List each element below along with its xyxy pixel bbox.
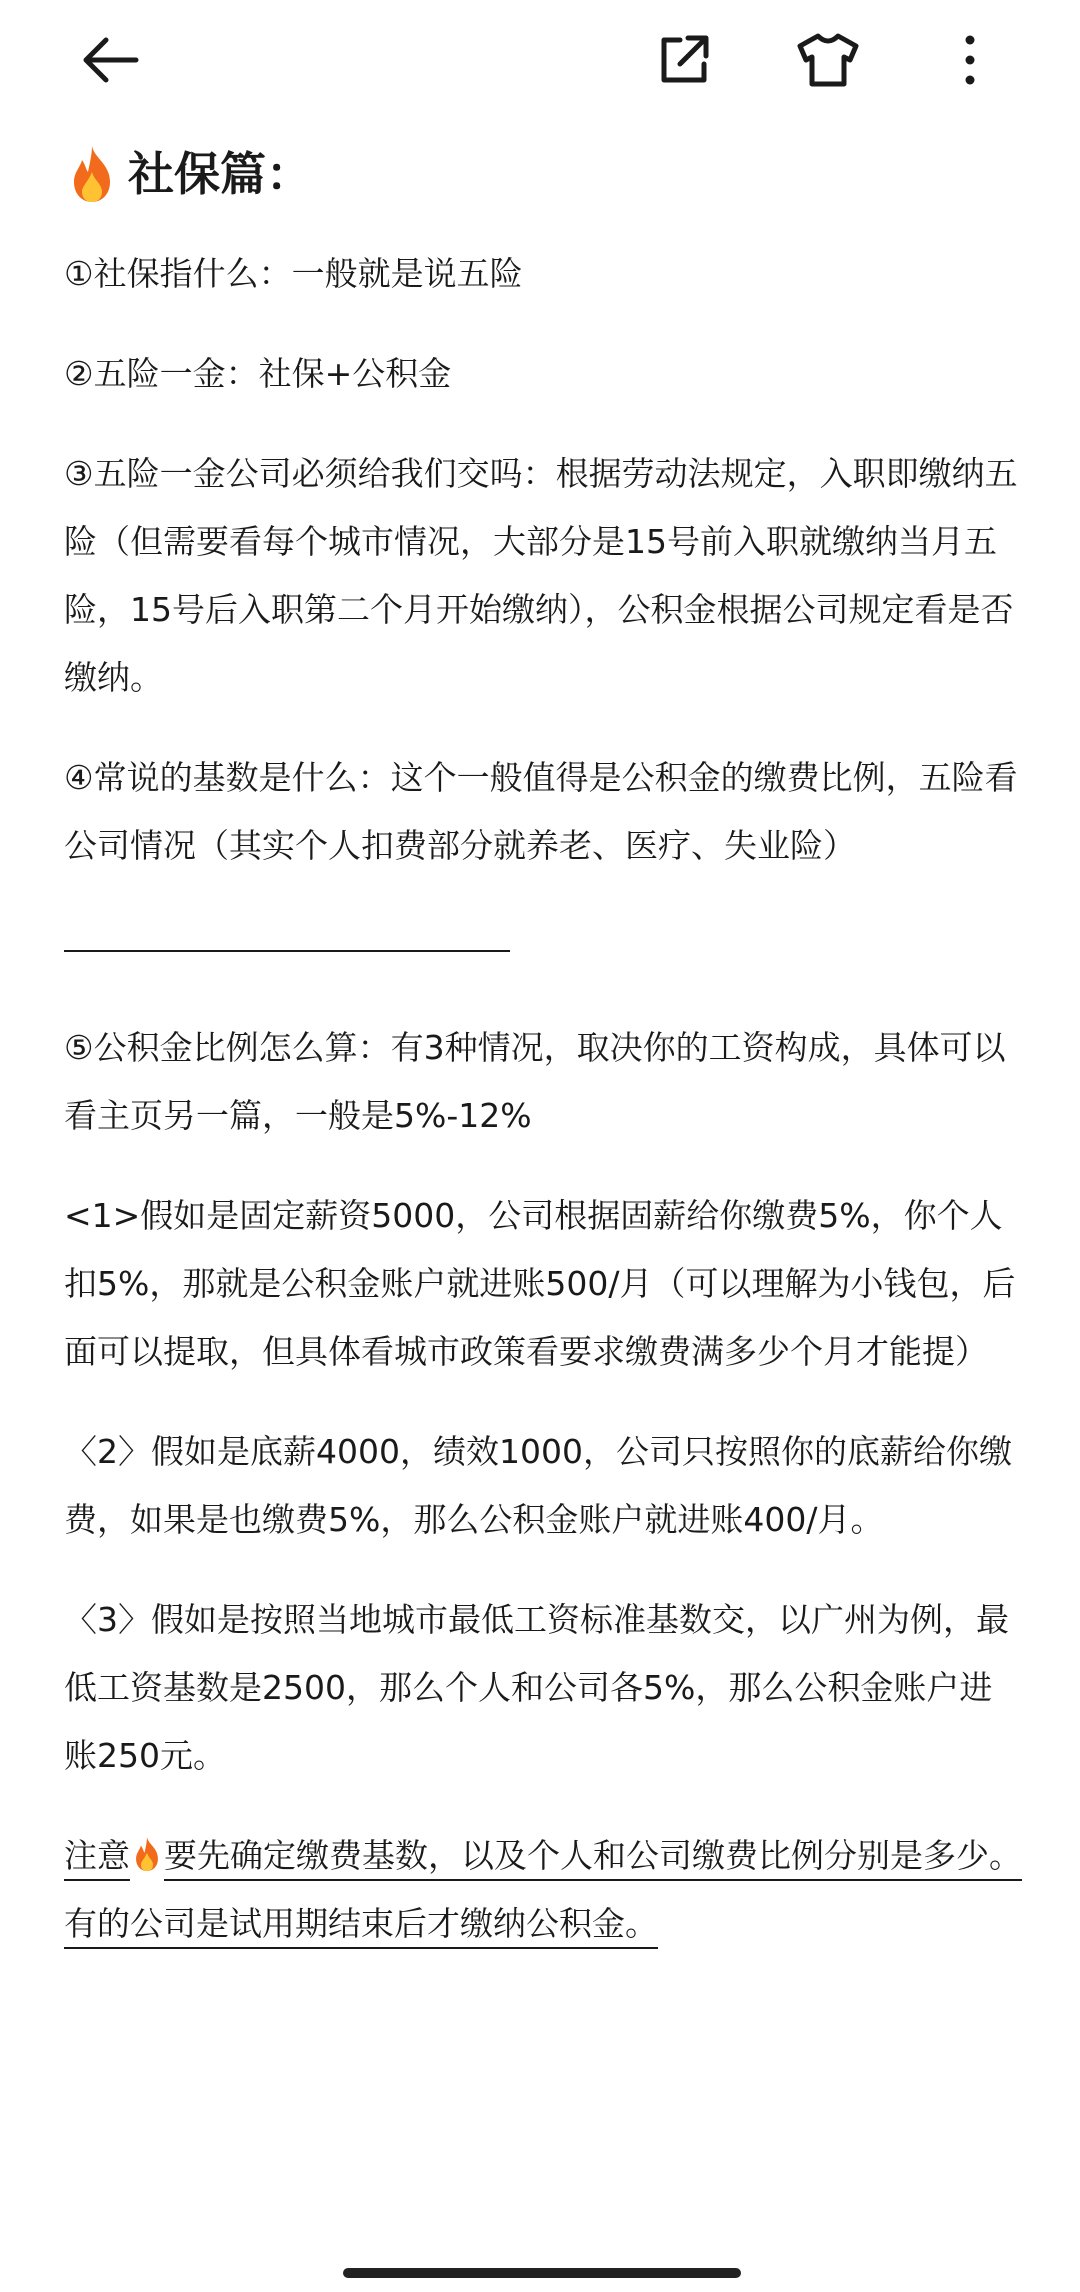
more-options-button[interactable] bbox=[930, 20, 1010, 100]
paragraph-6: <1>假如是固定薪资5000，公司根据固薪给你缴费5%，你个人扣5%，那就是公积金账户就进账500/月（可以理解为小钱包，后面可以提取，但具体看城市政策看要求缴费满多少个月才能提） bbox=[64, 1196, 1016, 1371]
paragraph-2: ②五险一金：社保+公积金 bbox=[64, 354, 452, 393]
home-indicator[interactable] bbox=[343, 2268, 741, 2278]
back-button[interactable] bbox=[70, 20, 150, 100]
article-title-text: 社保篇： bbox=[128, 147, 312, 201]
fire-icon bbox=[64, 144, 120, 204]
note-prefix: 注意 bbox=[64, 1836, 130, 1875]
paragraph-4: ④常说的基数是什么：这个一般值得是公积金的缴费比例，五险看公司情况（其实个人扣费部分就养老、医疗、失业险） bbox=[64, 758, 1018, 865]
theme-shirt-icon bbox=[796, 30, 860, 90]
note-paragraph bbox=[64, 1822, 1024, 1958]
article-body bbox=[64, 138, 1024, 1958]
paragraph-1: ①社保指什么：一般就是说五险 bbox=[64, 254, 523, 293]
top-toolbar bbox=[0, 0, 1080, 120]
share-button[interactable] bbox=[644, 20, 724, 100]
article-title bbox=[64, 138, 1024, 210]
paragraph-3: ③五险一金公司必须给我们交吗：根据劳动法规定，入职即缴纳五险（但需要看每个城市情况，大部分是15号前入职就缴纳当月五险，15号后入职第二个月开始缴纳），公积金根据公司规定看是否缴纳。 bbox=[64, 454, 1018, 697]
theme-button[interactable] bbox=[788, 20, 868, 100]
paragraph-5: ⑤公积金比例怎么算：有3种情况，取决你的工资构成，具体可以看主页另一篇，一般是5%-12% bbox=[64, 1028, 1006, 1135]
paragraph-7: 〈2〉假如是底薪4000，绩效1000，公司只按照你的底薪给你缴费，如果是也缴费5%，那么公积金账户就进账400/月。 bbox=[64, 1432, 1012, 1539]
divider-line bbox=[64, 950, 510, 952]
fire-icon bbox=[130, 1835, 164, 1873]
note-text: 要先确定缴费基数，以及个人和公司缴费比例分别是多少。有的公司是试用期结束后才缴纳公积金。 bbox=[64, 1836, 1022, 1943]
more-vertical-icon bbox=[960, 30, 980, 90]
share-icon bbox=[654, 30, 714, 90]
paragraph-8: 〈3〉假如是按照当地城市最低工资标准基数交，以广州为例，最低工资基数是2500，那么个人和公司各5%，那么公积金账户进账250元。 bbox=[64, 1600, 1009, 1775]
back-arrow-icon bbox=[78, 28, 142, 92]
note-underlined-text bbox=[64, 1836, 1022, 1943]
